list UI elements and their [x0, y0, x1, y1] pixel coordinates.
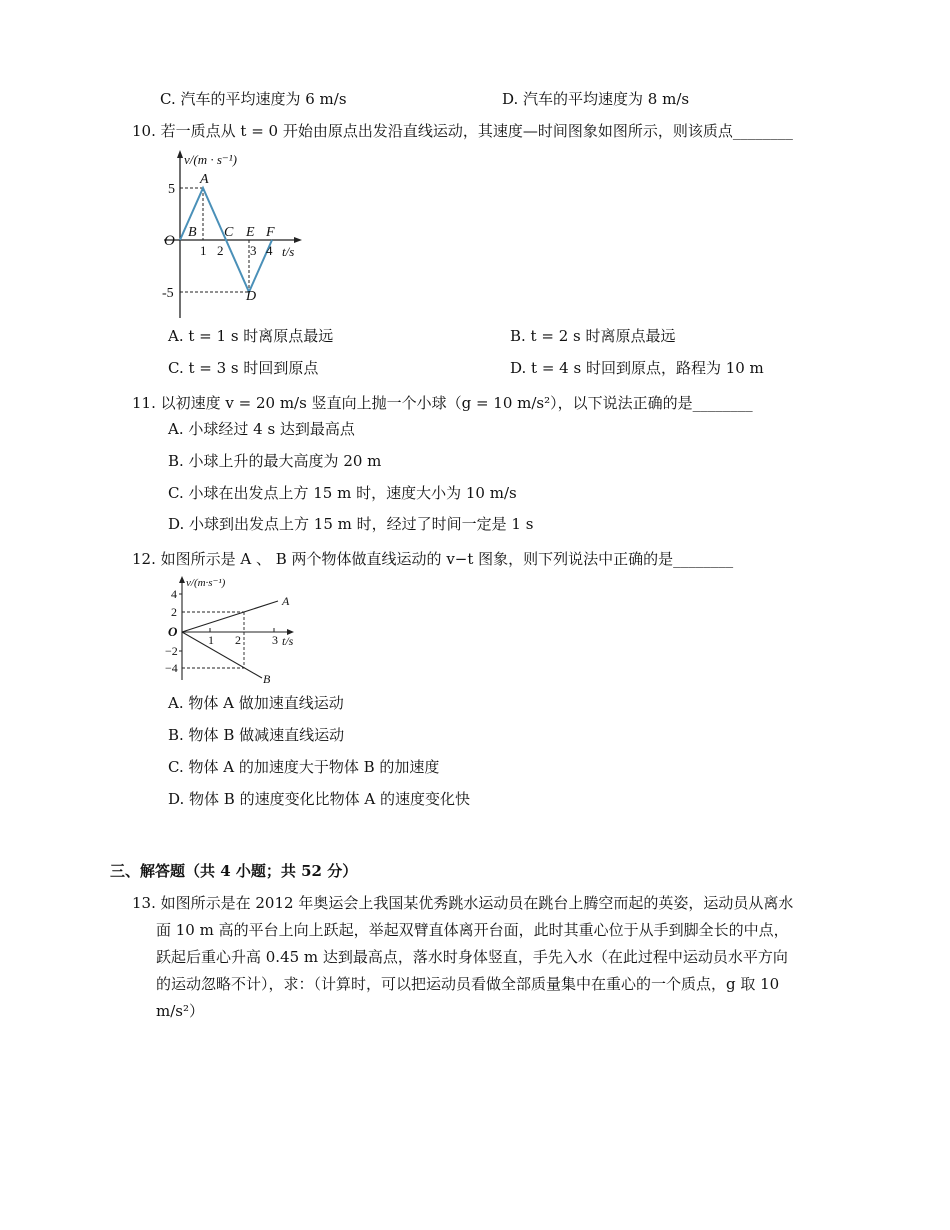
q9-option-d: D. 汽车的平均速度为 8 m/s — [502, 90, 690, 108]
q12-option-c: C. 物体 A 的加速度大于物体 B 的加速度 — [168, 758, 440, 776]
q13-line-4: 的运动忽略不计），求：（计算时，可以把运动员看做全部质量集中在重心的一个质点，g 取 10 — [156, 975, 780, 993]
q10-point-b: B — [188, 225, 197, 240]
q10-point-e: E — [246, 225, 255, 240]
q10-xtick-2: 2 — [217, 243, 224, 258]
q12-line-b — [182, 632, 262, 678]
q10-xlabel: t/s — [282, 244, 295, 259]
q10-origin: O — [164, 233, 175, 249]
q13-line-3: 跃起后重心升高 0.45 m 达到最高点，落水时身体竖直，手先入水（在此过程中运动员水平方向 — [156, 948, 788, 966]
q10-point-f: F — [266, 225, 275, 240]
q10-ytick-neg5: -5 — [162, 286, 174, 301]
q12-ytick-m4: −4 — [165, 661, 178, 675]
q10-xtick-3: 3 — [250, 243, 257, 258]
q12-option-a: A. 物体 A 做加速直线运动 — [168, 694, 344, 712]
q11-option-c: C. 小球在出发点上方 15 m 时，速度大小为 10 m/s — [168, 484, 517, 502]
q10-option-a: A. t = 1 s 时离原点最远 — [168, 327, 334, 345]
q13-line-5: m/s²） — [156, 1002, 204, 1020]
q10-x-arrow — [294, 237, 302, 243]
q10-vt-graph — [158, 148, 308, 323]
q10-option-d: D. t = 4 s 时回到原点，路程为 10 m — [510, 359, 764, 377]
q12-option-d: D. 物体 B 的速度变化比物体 A 的速度变化快 — [168, 790, 470, 808]
q12-vt-graph — [162, 572, 307, 687]
q12-xtick-2: 2 — [235, 633, 241, 647]
q10-point-c: C — [224, 225, 234, 240]
q12-label-b: B — [263, 672, 271, 686]
q12-ytick-m2: −2 — [165, 644, 178, 658]
q12-label-a: A — [282, 594, 290, 608]
q10-stem: 10. 若一质点从 t = 0 开始由原点出发沿直线运动，其速度—时间图象如图所示，则该质点________ — [132, 122, 793, 140]
q12-xlabel: t/s — [282, 634, 294, 648]
q10-xtick-4: 4 — [266, 243, 273, 258]
q13-line-1: 13. 如图所示是在 2012 年奥运会上我国某优秀跳水运动员在跳台上腾空而起的英姿，运动员从离水 — [132, 894, 794, 912]
q11-option-d: D. 小球到出发点上方 15 m 时，经过了时间一定是 1 s — [168, 515, 534, 533]
q9-option-c: C. 汽车的平均速度为 6 m/s — [160, 90, 347, 108]
q12-line-a — [182, 601, 278, 632]
q12-ytick-4: 4 — [171, 587, 177, 601]
q12-xtick-3: 3 — [272, 633, 278, 647]
q10-option-c: C. t = 3 s 时回到原点 — [168, 359, 319, 377]
q10-option-b: B. t = 2 s 时离原点最远 — [510, 327, 676, 345]
q10-point-d: D — [246, 289, 257, 304]
q12-y-arrow — [179, 576, 185, 583]
q12-ylabel: v/(m·s⁻¹) — [186, 577, 226, 589]
q10-point-a: A — [200, 172, 209, 187]
section-3-heading: 三、解答题（共 4 小题；共 52 分） — [110, 862, 358, 880]
q10-y-arrow — [177, 150, 183, 158]
q11-stem: 11. 以初速度 v = 20 m/s 竖直向上抛一个小球（g = 10 m/s²），以下说法正确的是________ — [132, 394, 753, 412]
q10-ylabel: v/(m · s⁻¹) — [184, 152, 237, 167]
q12-ytick-2: 2 — [171, 605, 177, 619]
q10-ytick-5: 5 — [168, 182, 175, 197]
q13-line-2: 面 10 m 高的平台上向上跃起，举起双臂直体离开台面，此时其重心位于从手到脚全长的中点， — [156, 921, 789, 939]
q12-origin: O — [168, 624, 178, 639]
q11-option-b: B. 小球上升的最大高度为 20 m — [168, 452, 382, 470]
q12-option-b: B. 物体 B 做减速直线运动 — [168, 726, 345, 744]
q12-xtick-1: 1 — [208, 633, 214, 647]
q11-option-a: A. 小球经过 4 s 达到最高点 — [168, 420, 355, 438]
q10-xtick-1: 1 — [200, 243, 207, 258]
q12-stem: 12. 如图所示是 A 、 B 两个物体做直线运动的 v−t 图象，则下列说法中正确的是________ — [132, 550, 734, 568]
